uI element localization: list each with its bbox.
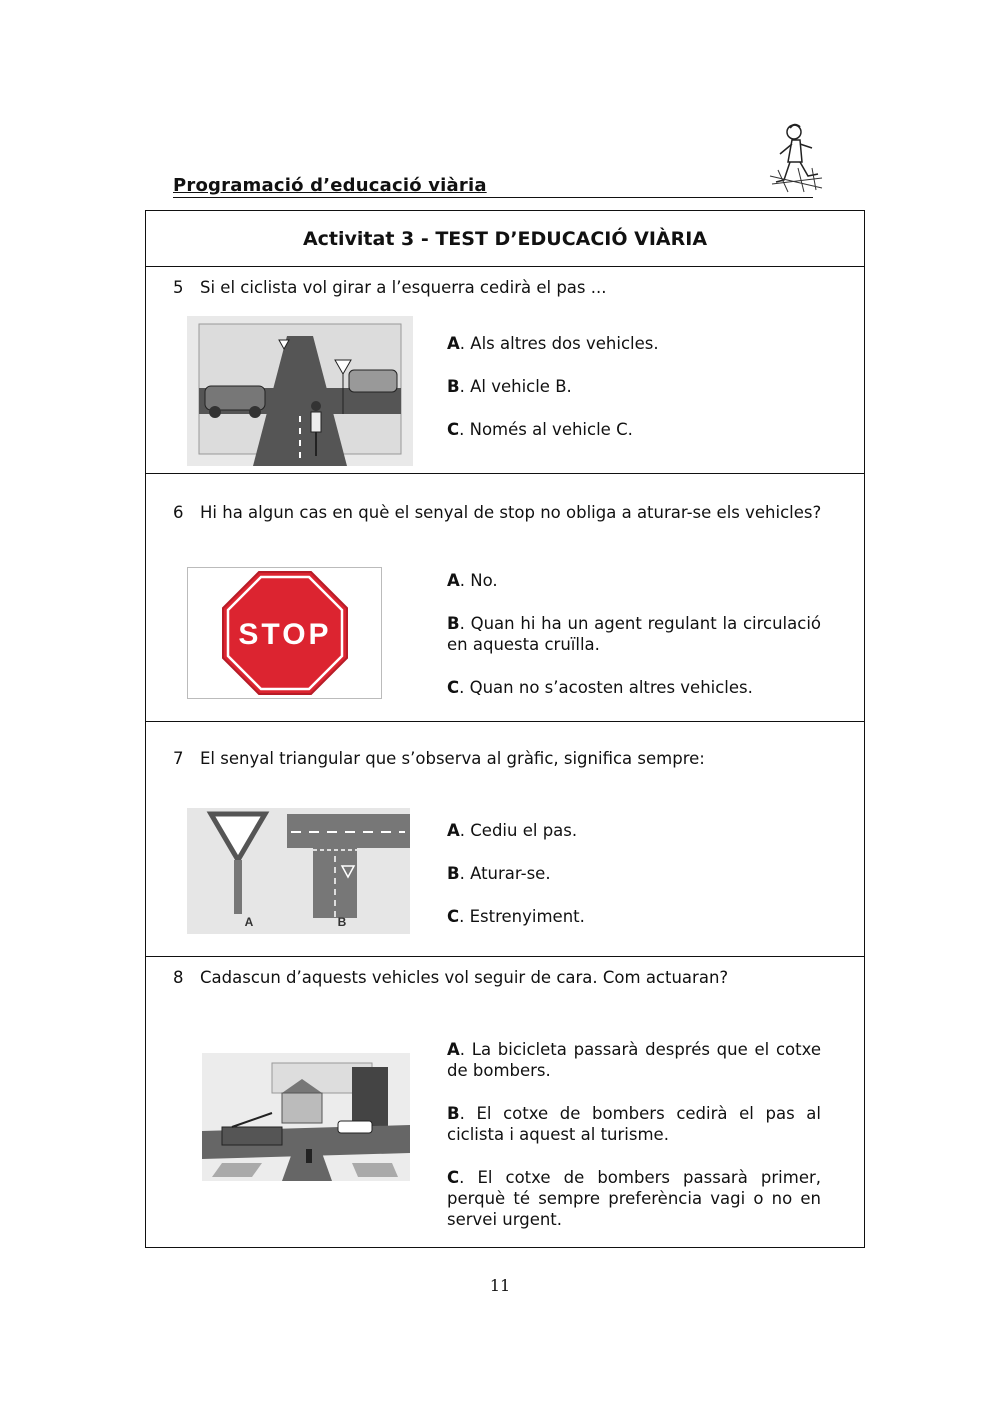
question-prompt: Hi ha algun cas en què el senyal de stop no obliga a aturar-se els vehicles?	[200, 503, 822, 522]
intersection-cyclist-image	[187, 316, 413, 466]
yield-sign-image	[187, 808, 410, 934]
option-b[interactable]: B. El cotxe de bombers cedirà el pas al ciclista i aquest al turisme.	[447, 1104, 822, 1144]
options-list	[447, 1039, 821, 1230]
image-label-b: B	[337, 915, 347, 929]
question-8	[146, 957, 864, 1247]
option-c[interactable]: C. El cotxe de bombers passarà primer, perquè té sempre preferència vagi o no en servei urgent.	[447, 1168, 821, 1229]
stop-sign-image	[187, 567, 382, 699]
pedestrian-mascot-icon	[768, 118, 824, 194]
question-prompt: Cadascun d’aquests vehicles vol seguir de cara. Com actuaran?	[200, 968, 729, 987]
option-b[interactable]: B. Aturar-se.	[447, 864, 551, 883]
option-a[interactable]: A. No.	[447, 571, 498, 590]
question-text	[173, 965, 827, 990]
option-b[interactable]: B. Quan hi ha un agent regulant la circulació en aquesta cruïlla.	[447, 614, 821, 654]
option-c[interactable]: C. Quan no s’acosten altres vehicles.	[447, 678, 753, 697]
option-a[interactable]: A. Cediu el pas.	[447, 821, 578, 840]
option-c[interactable]: C. Estrenyiment.	[447, 907, 585, 926]
page-number: 11	[489, 1276, 511, 1295]
stop-sign-text: STOP	[238, 618, 332, 651]
options-list	[447, 333, 821, 440]
test-box	[145, 210, 865, 1248]
activity-title: Activitat 3 - TEST D’EDUCACIÓ VIÀRIA	[146, 211, 864, 267]
option-a[interactable]: A. La bicicleta passarà després que el cotxe de bombers.	[447, 1040, 821, 1080]
options-list	[447, 570, 821, 698]
question-prompt: El senyal triangular que s’observa al gràfic, significa sempre:	[200, 749, 705, 768]
option-c[interactable]: C. Només al vehicle C.	[447, 420, 633, 439]
question-number: 6	[173, 503, 184, 522]
option-a[interactable]: A. Als altres dos vehicles.	[447, 334, 659, 353]
question-number: 7	[173, 749, 184, 768]
question-text	[173, 746, 827, 771]
document-header-title: Programació d’educació viària	[173, 175, 487, 196]
question-number: 5	[173, 278, 184, 297]
question-text	[173, 275, 827, 300]
header-divider	[173, 197, 813, 198]
question-5	[146, 267, 864, 474]
question-prompt: Si el ciclista vol girar a l’esquerra cedirà el pas ...	[200, 278, 607, 297]
question-7	[146, 722, 864, 957]
options-list	[447, 820, 821, 927]
question-number: 8	[173, 968, 184, 987]
image-label-a: A	[244, 915, 254, 929]
street-vehicles-image	[202, 1053, 410, 1181]
question-text	[173, 500, 827, 525]
option-b[interactable]: B. Al vehicle B.	[447, 377, 572, 396]
question-6	[146, 474, 864, 722]
